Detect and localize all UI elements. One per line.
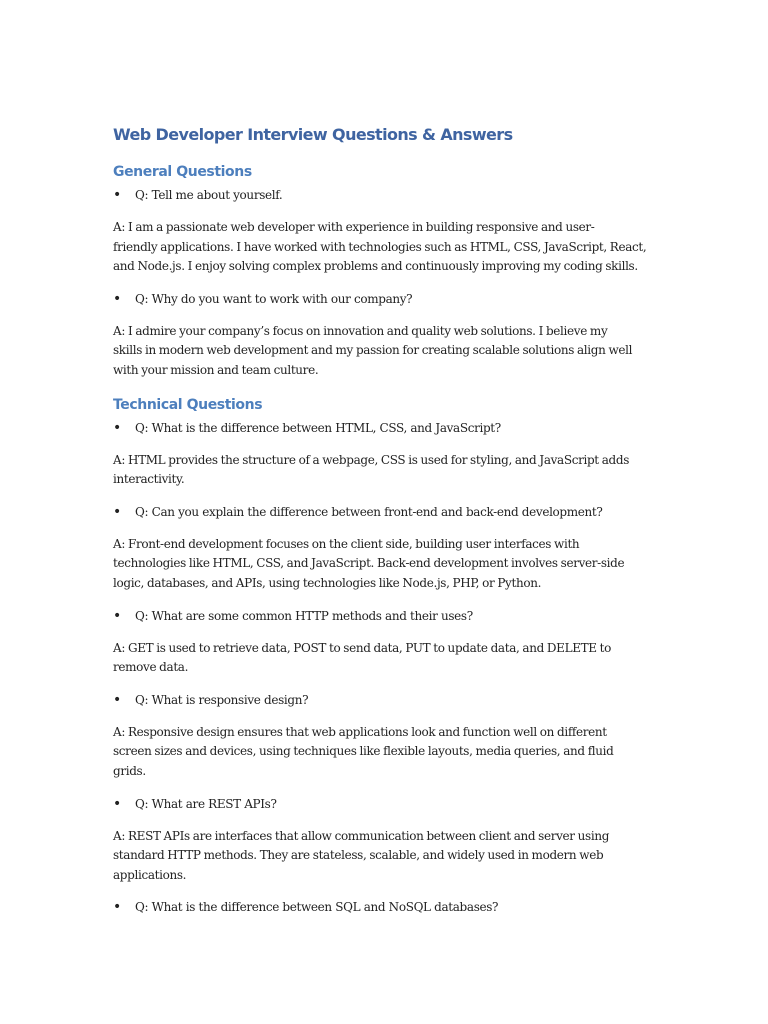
answer-line: technologies like HTML, CSS, and JavaScript. Back-end development involves server-side xyxy=(113,556,625,571)
answer-line: A: REST APIs are interfaces that allow communication between client and server using xyxy=(113,828,610,843)
answer-line: A: Responsive design ensures that web applications look and function well on different xyxy=(113,724,607,739)
answer-line: logic, databases, and APIs, using technologies like Node.js, PHP, or Python. xyxy=(113,575,542,590)
bullet-icon: • xyxy=(113,187,121,203)
section-heading-general: General Questions xyxy=(113,164,252,180)
answer-line: A: I admire your company’s focus on innovation and quality web solutions. I believe my xyxy=(113,323,608,338)
question-text: Q: What is responsive design? xyxy=(135,692,309,707)
question-text: Q: What are some common HTTP methods and their uses? xyxy=(135,608,473,623)
question-text: Q: What is the difference between SQL and NoSQL databases? xyxy=(135,900,499,915)
answer-line: remove data. xyxy=(113,660,189,675)
answer-paragraph xyxy=(113,218,663,277)
answer-line: A: GET is used to retrieve data, POST to send data, PUT to update data, and DELETE to xyxy=(113,640,612,655)
document-content xyxy=(113,124,663,917)
answer-paragraph xyxy=(113,535,663,594)
section-general xyxy=(113,163,663,381)
list-item-question xyxy=(113,898,663,917)
answer-line: with your mission and team culture. xyxy=(113,362,319,377)
list-item-question xyxy=(113,795,663,814)
answer-line: and Node.js. I enjoy solving complex problems and continuously improving my coding skills. xyxy=(113,259,638,274)
section-technical xyxy=(113,396,663,918)
bullet-icon: • xyxy=(113,503,121,520)
answer-paragraph xyxy=(113,827,663,886)
list-item-question xyxy=(113,419,663,438)
question-text: Q: What are REST APIs? xyxy=(135,796,277,811)
bullet-icon: • xyxy=(113,290,121,307)
answer-line: interactivity. xyxy=(113,472,185,487)
page-title: Web Developer Interview Questions & Answers xyxy=(113,125,513,144)
bullet-icon: • xyxy=(113,899,121,916)
list-item-question xyxy=(113,503,663,522)
bullet-icon: • xyxy=(113,607,121,624)
list-item-question xyxy=(113,691,663,710)
answer-line: A: HTML provides the structure of a webpage, CSS is used for styling, and JavaScript adds xyxy=(113,452,630,467)
list-item-question xyxy=(113,607,663,626)
bullet-icon: • xyxy=(113,795,121,812)
answer-paragraph xyxy=(113,723,663,782)
answer-line: skills in modern web development and my passion for creating scalable solutions align well xyxy=(113,343,633,358)
answer-paragraph xyxy=(113,639,663,678)
bullet-icon: • xyxy=(113,419,121,436)
answer-line: friendly applications. I have worked with technologies such as HTML, CSS, JavaScript, React, xyxy=(113,239,647,254)
answer-line: A: I am a passionate web developer with experience in building responsive and user- xyxy=(113,220,595,234)
answer-paragraph xyxy=(113,322,663,381)
answer-line: standard HTTP methods. They are stateless, scalable, and widely used in modern web xyxy=(113,848,604,863)
answer-line: applications. xyxy=(113,867,187,882)
answer-paragraph xyxy=(113,451,663,490)
question-text: Q: What is the difference between HTML, CSS, and JavaScript? xyxy=(135,420,501,435)
answer-line: A: Front-end development focuses on the client side, building user interfaces with xyxy=(113,536,580,551)
list-item-question xyxy=(113,186,663,205)
answer-line: screen sizes and devices, using techniques like flexible layouts, media queries, and fluid xyxy=(113,744,614,759)
question-text: Q: Can you explain the difference between front-end and back-end development? xyxy=(135,504,603,519)
answer-line: grids. xyxy=(113,763,146,778)
section-heading-technical: Technical Questions xyxy=(113,396,263,413)
list-item-question xyxy=(113,290,663,309)
question-text: Q: Why do you want to work with our company? xyxy=(135,291,413,306)
question-text: Q: Tell me about yourself. xyxy=(135,188,283,202)
bullet-icon: • xyxy=(113,691,121,708)
